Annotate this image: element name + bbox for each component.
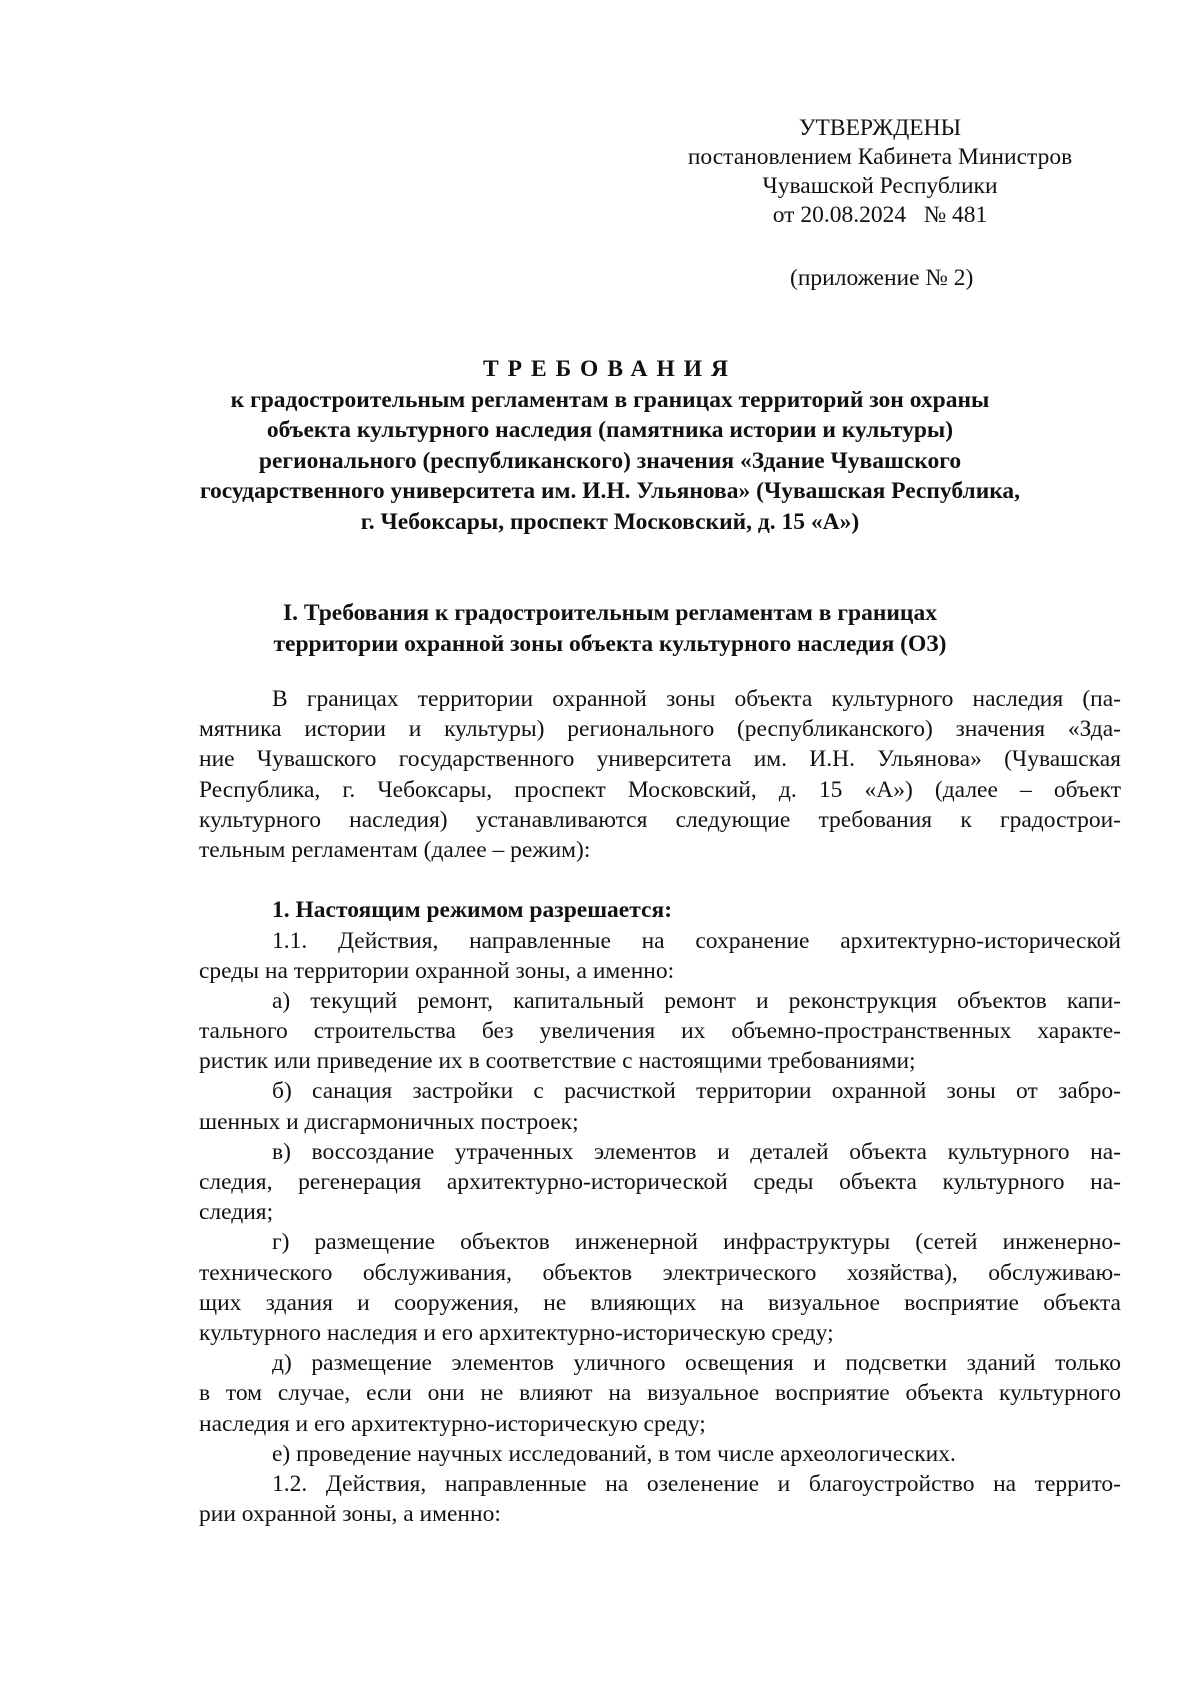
paragraph-line: культурного наследия и его архитектурно-историческую среду;: [199, 1319, 834, 1346]
approval-line-3: от 20.08.2024 № 481: [772, 202, 988, 228]
paragraph-line: следия;: [199, 1199, 274, 1226]
paragraph-line: шенных и дисгармоничных построек;: [199, 1108, 579, 1135]
title-line: регионального (республиканского) значения «Здание Чувашского: [258, 447, 962, 474]
paragraph-line: г) размещение объектов инженерной инфраструктуры (сетей инженерно-: [272, 1229, 1121, 1256]
paragraph-line: а) текущий ремонт, капитальный ремонт и реконструкция объектов капи-: [272, 987, 1121, 1014]
section-heading-line: территории охранной зоны объекта культурного наследия (ОЗ): [273, 630, 947, 657]
paragraph-line: культурного наследия) устанавливаются следующие требования к градострои-: [199, 806, 1121, 833]
document-title: [160, 354, 1060, 537]
paragraph-line: е) проведение научных исследований, в том числе археологических.: [272, 1440, 956, 1467]
approval-line-2: Чувашской Республики: [762, 173, 998, 199]
paragraph-line: наследия и его архитектурно-историческую среду;: [199, 1410, 706, 1437]
title-line: государственного университета им. И.Н. Ульянова» (Чувашская Республика,: [199, 478, 1021, 504]
paragraph-line: технического обслуживания, объектов электрического хозяйства), обслуживаю-: [199, 1259, 1121, 1286]
paragraph-line: в) воссоздание утраченных элементов и деталей объекта культурного на-: [272, 1138, 1121, 1165]
document-body: [199, 684, 1121, 1529]
paragraph-line: рии охранной зоны, а именно:: [199, 1501, 501, 1528]
appendix-note: (приложение № 2): [790, 265, 974, 291]
section-heading-line: I. Требования к градостроительным регламентам в границах: [283, 600, 937, 626]
point-1-heading: 1. Настоящим режимом разрешается:: [272, 897, 673, 924]
approval-stamp: [640, 114, 1120, 230]
approval-line-1: постановлением Кабинета Министров: [687, 144, 1073, 170]
paragraph-line: 1.2. Действия, направленные на озеленение и благоустройство на террито-: [272, 1470, 1121, 1497]
title-line: объекта культурного наследия (памятника истории и культуры): [266, 417, 954, 443]
paragraph-line: б) санация застройки с расчисткой территории охранной зоны от забро-: [272, 1078, 1121, 1105]
section-heading: [160, 598, 1060, 659]
paragraph-line: в том случае, если они не влияют на визуальное восприятие объекта культурного: [199, 1380, 1121, 1407]
paragraph-line: тельным регламентам (далее – режим):: [199, 836, 591, 863]
paragraph-line: следия, регенерация архитектурно-исторической среды объекта культурного на-: [199, 1169, 1121, 1195]
title-line: к градостроительным регламентам в границах территорий зон охраны: [230, 386, 990, 413]
paragraph-line: д) размещение элементов уличного освещения и подсветки зданий только: [272, 1350, 1121, 1377]
paragraph-line: В границах территории охранной зоны объекта культурного наследия (па-: [272, 686, 1121, 712]
paragraph-line: 1.1. Действия, направленные на сохранение архитектурно-исторической: [272, 927, 1121, 954]
approval-heading: УТВЕРЖДЕНЫ: [798, 115, 962, 141]
title-word: ТРЕБОВАНИЯ: [482, 356, 738, 382]
paragraph-line: ние Чувашского государственного университета им. И.Н. Ульянова» (Чувашская: [199, 746, 1121, 773]
title-line: г. Чебоксары, проспект Московский, д. 15 «А»): [360, 508, 860, 535]
paragraph-line: Республика, г. Чебоксары, проспект Московский, д. 15 «А») (далее – объект: [199, 776, 1121, 803]
paragraph-line: щих здания и сооружения, не влияющих на визуальное восприятие объекта: [199, 1289, 1121, 1316]
paragraph-line: тального строительства без увеличения их объемно-пространственных характе-: [199, 1018, 1121, 1045]
paragraph-line: среды на территории охранной зоны, а именно:: [199, 957, 675, 984]
paragraph-line: ристик или приведение их в соответствие с настоящими требованиями;: [199, 1048, 916, 1075]
paragraph-line: мятника истории и культуры) регионального (республиканского) значения «Зда-: [199, 716, 1121, 743]
